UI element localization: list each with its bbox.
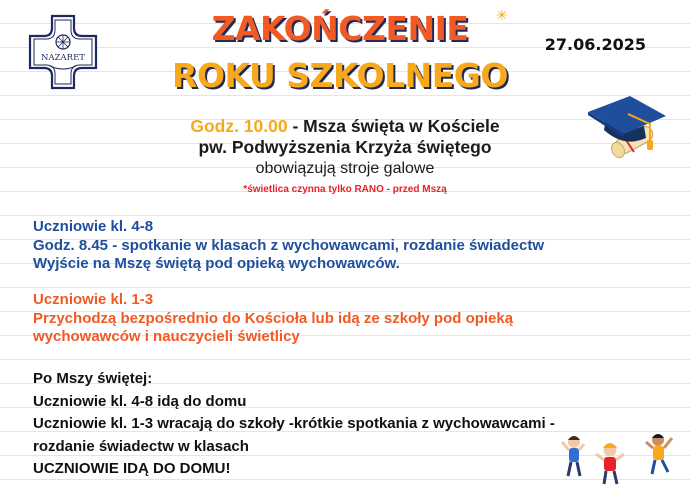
nazaret-cross-emblem xyxy=(28,14,98,90)
older-grades-line-1: Godz. 8.45 - spotkanie w klasach z wychowawcami, rozdanie świadectw xyxy=(33,236,545,254)
church-name: pw. Podwyższenia Krzyża świętego xyxy=(198,137,492,157)
younger-grades-line-1: Przychodzą bezpośrednio do Kościoła lub idą ze szkoły pod opieką xyxy=(33,309,514,327)
younger-grades-line-2: wychowawców i nauczycieli świetlicy xyxy=(33,328,300,345)
mass-time: Godz. 10.00 xyxy=(190,116,288,136)
older-grades-section xyxy=(33,218,544,274)
happy-kids-illustration xyxy=(560,432,678,486)
title-line-2: ROKU SZKOLNEGO xyxy=(172,56,508,95)
after-mass-line-4: UCZNIOWIE IDĄ DO DOMU! xyxy=(33,460,231,477)
after-school-note: *świetlica czynna tylko RANO - przed Mszą xyxy=(243,184,447,195)
mass-description: - Msza święta w Kościele xyxy=(287,116,500,136)
title-line-1: ZAKOŃCZENIE xyxy=(211,9,469,48)
older-grades-line-2: Wyjście na Mszę świętą pod opieką wychowawców. xyxy=(33,255,400,272)
younger-grades-section xyxy=(33,291,513,347)
after-mass-line-2: Uczniowie kl. 1-3 wracają do szkoły -krótkie spotkania z wychowawcami - xyxy=(33,415,555,432)
sparkle-icon: ✳ xyxy=(496,8,508,24)
school-logo xyxy=(28,14,98,90)
after-mass-line-3: rozdanie świadectw w klasach xyxy=(33,437,249,455)
logo-text: NAZARET xyxy=(41,53,85,63)
event-date: 27.06.2025 xyxy=(544,35,646,54)
after-mass-line-1: Uczniowie kl. 4-8 idą do domu xyxy=(33,392,247,410)
graduation-cap-icon xyxy=(586,90,668,168)
after-mass-heading: Po Mszy świętej: xyxy=(33,370,153,387)
after-mass-section xyxy=(33,368,555,481)
dress-code: obowiązują stroje galowe xyxy=(255,160,435,177)
older-grades-heading: Uczniowie kl. 4-8 xyxy=(33,218,154,235)
mass-time-line xyxy=(110,116,580,137)
younger-grades-heading: Uczniowie kl. 1-3 xyxy=(33,291,154,308)
